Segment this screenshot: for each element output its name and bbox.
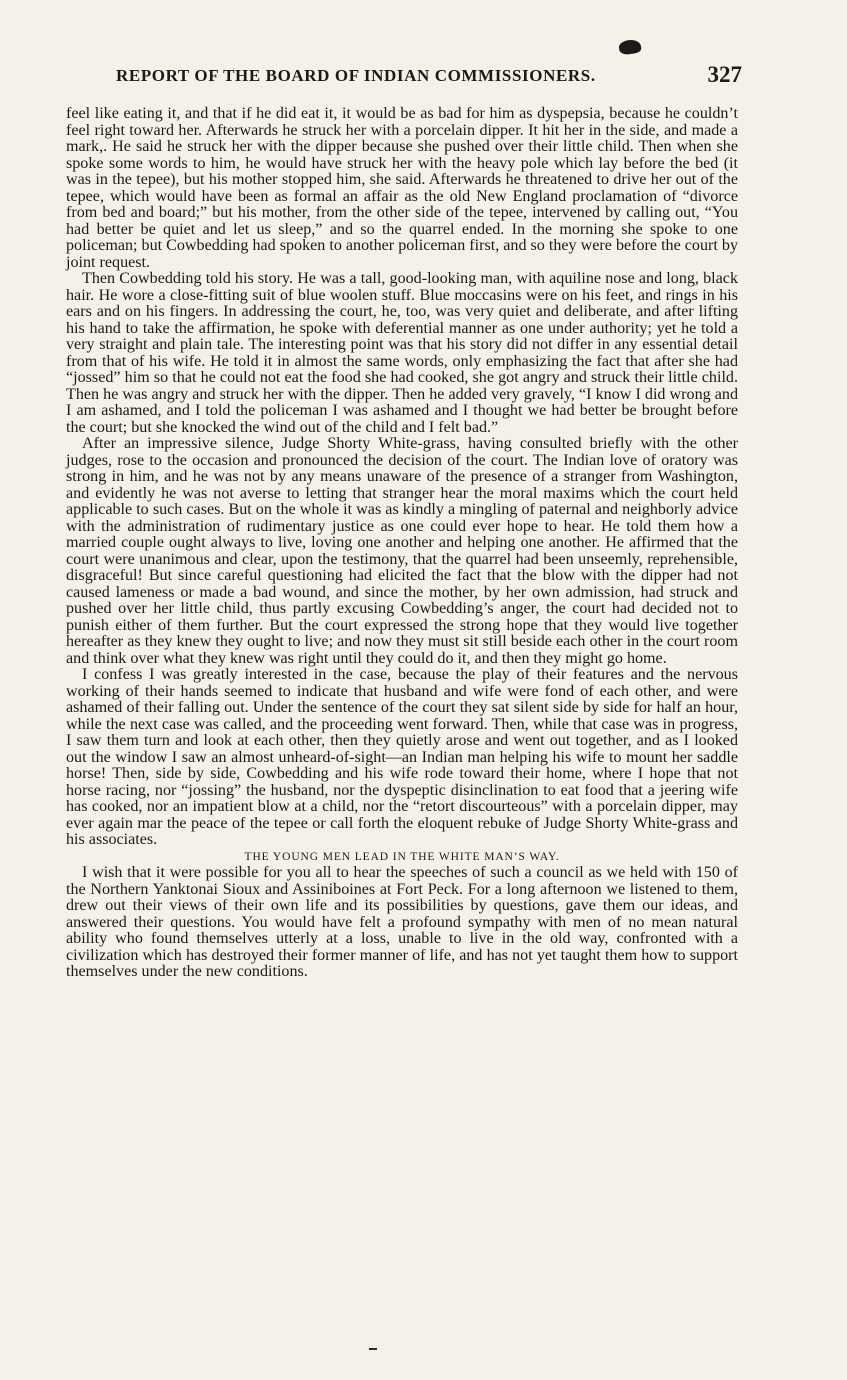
paragraph: Then Cowbedding told his story. He was a tall, good-looking man, with aquiline nose and long, black hair. He wore a close-fitting suit of blue woolen stuff. Blue moccasins were on his feet, and rings in his ears and on his fingers. In addressing the court, he, too, was very quiet and deliberate, and after lifting his hand to take the affirmation, he spoke with deferential manner as one under authority; yet he told a very straight and plain tale. The interesting point was that his story did not differ in any essential detail from that of his wife. He told it in almost the same words, only emphasizing the fact that after she had “jossed” him so that he could not eat the food she had cooked, she got angry and struck their little child. Then he was angry and struck her with the dipper. Then he added very gravely, “I know I did wrong and I am ashamed, and I told the policeman I was ashamed and I thought we had better be brought before the court; but she knocked the wind out of the child and I felt bad.” xyxy=(66,270,738,436)
footer-mark xyxy=(369,1348,377,1350)
ink-blot xyxy=(618,39,642,56)
body-text xyxy=(66,106,738,981)
paragraph: After an impressive silence, Judge Shorty White-grass, having consulted briefly with the other judges, rose to the occasion and pronounced the decision of the court. The Indian love of oratory was strong in him, and he was not by any means unaware of the presence of a stranger from Washington, and evidently he was not averse to letting that stranger hear the moral maxims which the court held applicable to such cases. But on the whole it was as kindly a mingling of paternal and neighborly advice with the administration of rudimentary justice as one could ever hope to hear. He told them how a married couple ought always to live, loving one another and helping one another. He affirmed that the court were unanimous and clear, upon the testimony, that the quarrel had been unseemly, reprehensible, disgraceful! But since careful questioning had elicited the fact that the blow with the dipper had not caused lameness or made a bad wound, and since the mother, by her own admission, had struck and pushed over her little child, thus partly excusing Cowbedding’s anger, the court had decided not to punish either of them further. But the court expressed the strong hope that they would live together hereafter as they knew they ought to live; and now they must sit still beside each other in the court room and think over what they knew was right until they could do it, and then they might go home. xyxy=(66,435,738,667)
section-heading: THE YOUNG MEN LEAD IN THE WHITE MAN’S WAY. xyxy=(244,850,560,863)
running-head: REPORT OF THE BOARD OF INDIAN COMMISSIONERS. xyxy=(116,66,596,85)
paragraph: I confess I was greatly interested in the case, because the play of their features and the nervous working of their hands seemed to indicate that husband and wife were fond of each other, and were ashamed of their falling out. Under the sentence of the court they sat silent side by side for half an hour, while the next case was called, and the proceeding went forward. Then, while that case was in progress, I saw them turn and look at each other, then they quietly arose and went out together, and as I looked out the window I saw an almost unheard-of-sight—an Indian man helping his wife to mount her saddle horse! Then, side by side, Cowbedding and his wife rode toward their home, where I hope that not horse racing, nor “jossing” the husband, nor the dyspeptic disinclination to eat food that a jeering wife has cooked, nor an impatient blow at a child, nor the “retort discourteous” with a porcelain dipper, may ever again mar the peace of the tepee or call forth the eloquent rebuke of Judge Shorty White-grass and his associates. xyxy=(66,666,738,848)
paragraph: I wish that it were possible for you all to hear the speeches of such a council as we held with 150 of the Northern Yanktonai Sioux and Assiniboines at Fort Peck. For a long afternoon we listened to them, drew out their views of their own life and its possibilities by questions, gave them our ideas, and answered their questions. You would have felt a profound sympathy with men of no mean natural ability who found themselves utterly at a loss, unable to live in the old way, confronted with a civilization which has destroyed their former manner of life, and has not yet taught them how to support themselves under the new conditions. xyxy=(66,864,738,980)
page-number: 327 xyxy=(707,62,742,87)
page-header xyxy=(116,62,742,90)
paragraph-continued: feel like eating it, and that if he did eat it, it would be as bad for him as dyspepsia, because he couldn’t feel right toward her. Afterwards he struck her with a porcelain dipper. It hit her in the side, and made a mark,. He said he struck her with the dipper because she pushed over their little child. Then when she spoke some words to him, he would have struck her with the heavy pole which lay before the bed (it was in the tepee), but his mother stopped him, she said. Afterwards he threatened to drive her out of the tepee, which would have been as formal an affair as the old New England proclamation of “divorce from bed and board;” but his mother, from the other side of the tepee, intervened by calling out, “You had better be quiet and let us sleep,” and so the quarrel ended. In the morning she spoke to one policeman; but Cowbedding had spoken to another policeman first, and so they were before the court by joint request. xyxy=(66,105,738,271)
